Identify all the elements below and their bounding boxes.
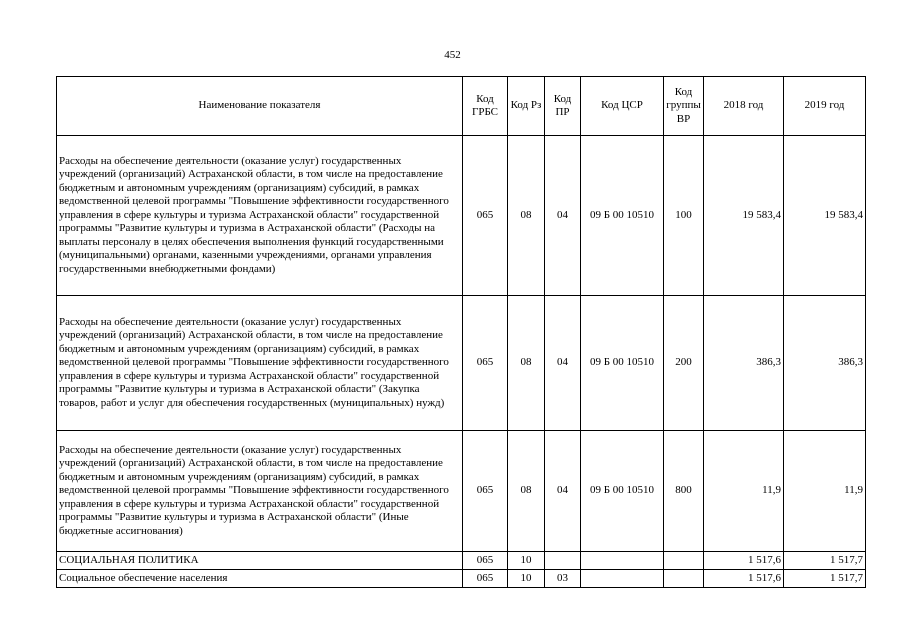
row-vr: [664, 552, 704, 570]
row-pr: 04: [545, 431, 581, 552]
header-csr: Код ЦСР: [581, 77, 664, 136]
table-row: [57, 296, 866, 431]
header-rz: Код Рз: [508, 77, 545, 136]
row-vr: 100: [664, 136, 704, 296]
header-2019: 2019 год: [784, 77, 866, 136]
row-grbs: 065: [463, 136, 508, 296]
row-pr: 03: [545, 570, 581, 588]
row-2019: 1 517,7: [784, 570, 866, 588]
row-2019: 11,9: [784, 431, 866, 552]
row-name: Расходы на обеспечение деятельности (оказание услуг) государственных учреждений (организаций) Астраханской области, в том числе на предоставление бюджетным и автономным учреждениям (организациям) субсидий, в рамках ведомственной целевой программы "Повышение эффективности государственного управления в сфере культуры и туризма Астраханской области" государственной программы "Развитие культуры и туризма в Астраханской области" (Иные бюджетные ассигнования): [57, 431, 463, 552]
row-2018: 19 583,4: [704, 136, 784, 296]
row-grbs: 065: [463, 552, 508, 570]
table-row: [57, 136, 866, 296]
header-vr: Код группы ВР: [664, 77, 704, 136]
row-2018: 386,3: [704, 296, 784, 431]
row-rz: 08: [508, 136, 545, 296]
budget-table: [56, 76, 866, 588]
row-grbs: 065: [463, 431, 508, 552]
row-2019: 19 583,4: [784, 136, 866, 296]
row-2019: 1 517,7: [784, 552, 866, 570]
row-name: Расходы на обеспечение деятельности (оказание услуг) государственных учреждений (организаций) Астраханской области, в том числе на предоставление бюджетным и автономным учреждениям (организациям) субсидий, в рамках ведомственной целевой программы "Повышение эффективности государственного управления в сфере культуры и туризма Астраханской области" государственной программы "Развитие культуры и туризма в Астраханской области" (Расходы на выплаты персоналу в целях обеспечения выполнения функций государственными (муниципальными) органами, казенными учреждениями, органами управления государственными внебюджетными фондами): [57, 136, 463, 296]
row-pr: [545, 552, 581, 570]
header-name: Наименование показателя: [57, 77, 463, 136]
row-rz: 10: [508, 552, 545, 570]
row-vr: [664, 570, 704, 588]
row-csr: [581, 552, 664, 570]
page-number: 452: [444, 49, 461, 61]
row-2018: 1 517,6: [704, 552, 784, 570]
row-csr: [581, 570, 664, 588]
row-grbs: 065: [463, 570, 508, 588]
row-2018: 11,9: [704, 431, 784, 552]
row-csr: 09 Б 00 10510: [581, 136, 664, 296]
header-grbs: Код ГРБС: [463, 77, 508, 136]
row-grbs: 065: [463, 296, 508, 431]
row-name: Социальное обеспечение населения: [57, 570, 463, 588]
table-row: [57, 431, 866, 552]
row-rz: 10: [508, 570, 545, 588]
row-csr: 09 Б 00 10510: [581, 431, 664, 552]
header-row: [57, 77, 866, 136]
row-2019: 386,3: [784, 296, 866, 431]
row-name: СОЦИАЛЬНАЯ ПОЛИТИКА: [57, 552, 463, 570]
header-pr: Код ПР: [545, 77, 581, 136]
row-pr: 04: [545, 296, 581, 431]
row-vr: 800: [664, 431, 704, 552]
row-name: Расходы на обеспечение деятельности (оказание услуг) государственных учреждений (организаций) Астраханской области, в том числе на предоставление бюджетным и автономным учреждениям (организациям) субсидий, в рамках ведомственной целевой программы "Повышение эффективности государственного управления в сфере культуры и туризма Астраханской области" государственной программы "Развитие культуры и туризма в Астраханской области" (Закупка товаров, работ и услуг для обеспечения государственных (муниципальных) нужд): [57, 296, 463, 431]
row-csr: 09 Б 00 10510: [581, 296, 664, 431]
row-rz: 08: [508, 431, 545, 552]
row-rz: 08: [508, 296, 545, 431]
header-2018: 2018 год: [704, 77, 784, 136]
row-vr: 200: [664, 296, 704, 431]
row-2018: 1 517,6: [704, 570, 784, 588]
table-row: [57, 552, 866, 570]
row-pr: 04: [545, 136, 581, 296]
table-row: [57, 570, 866, 588]
